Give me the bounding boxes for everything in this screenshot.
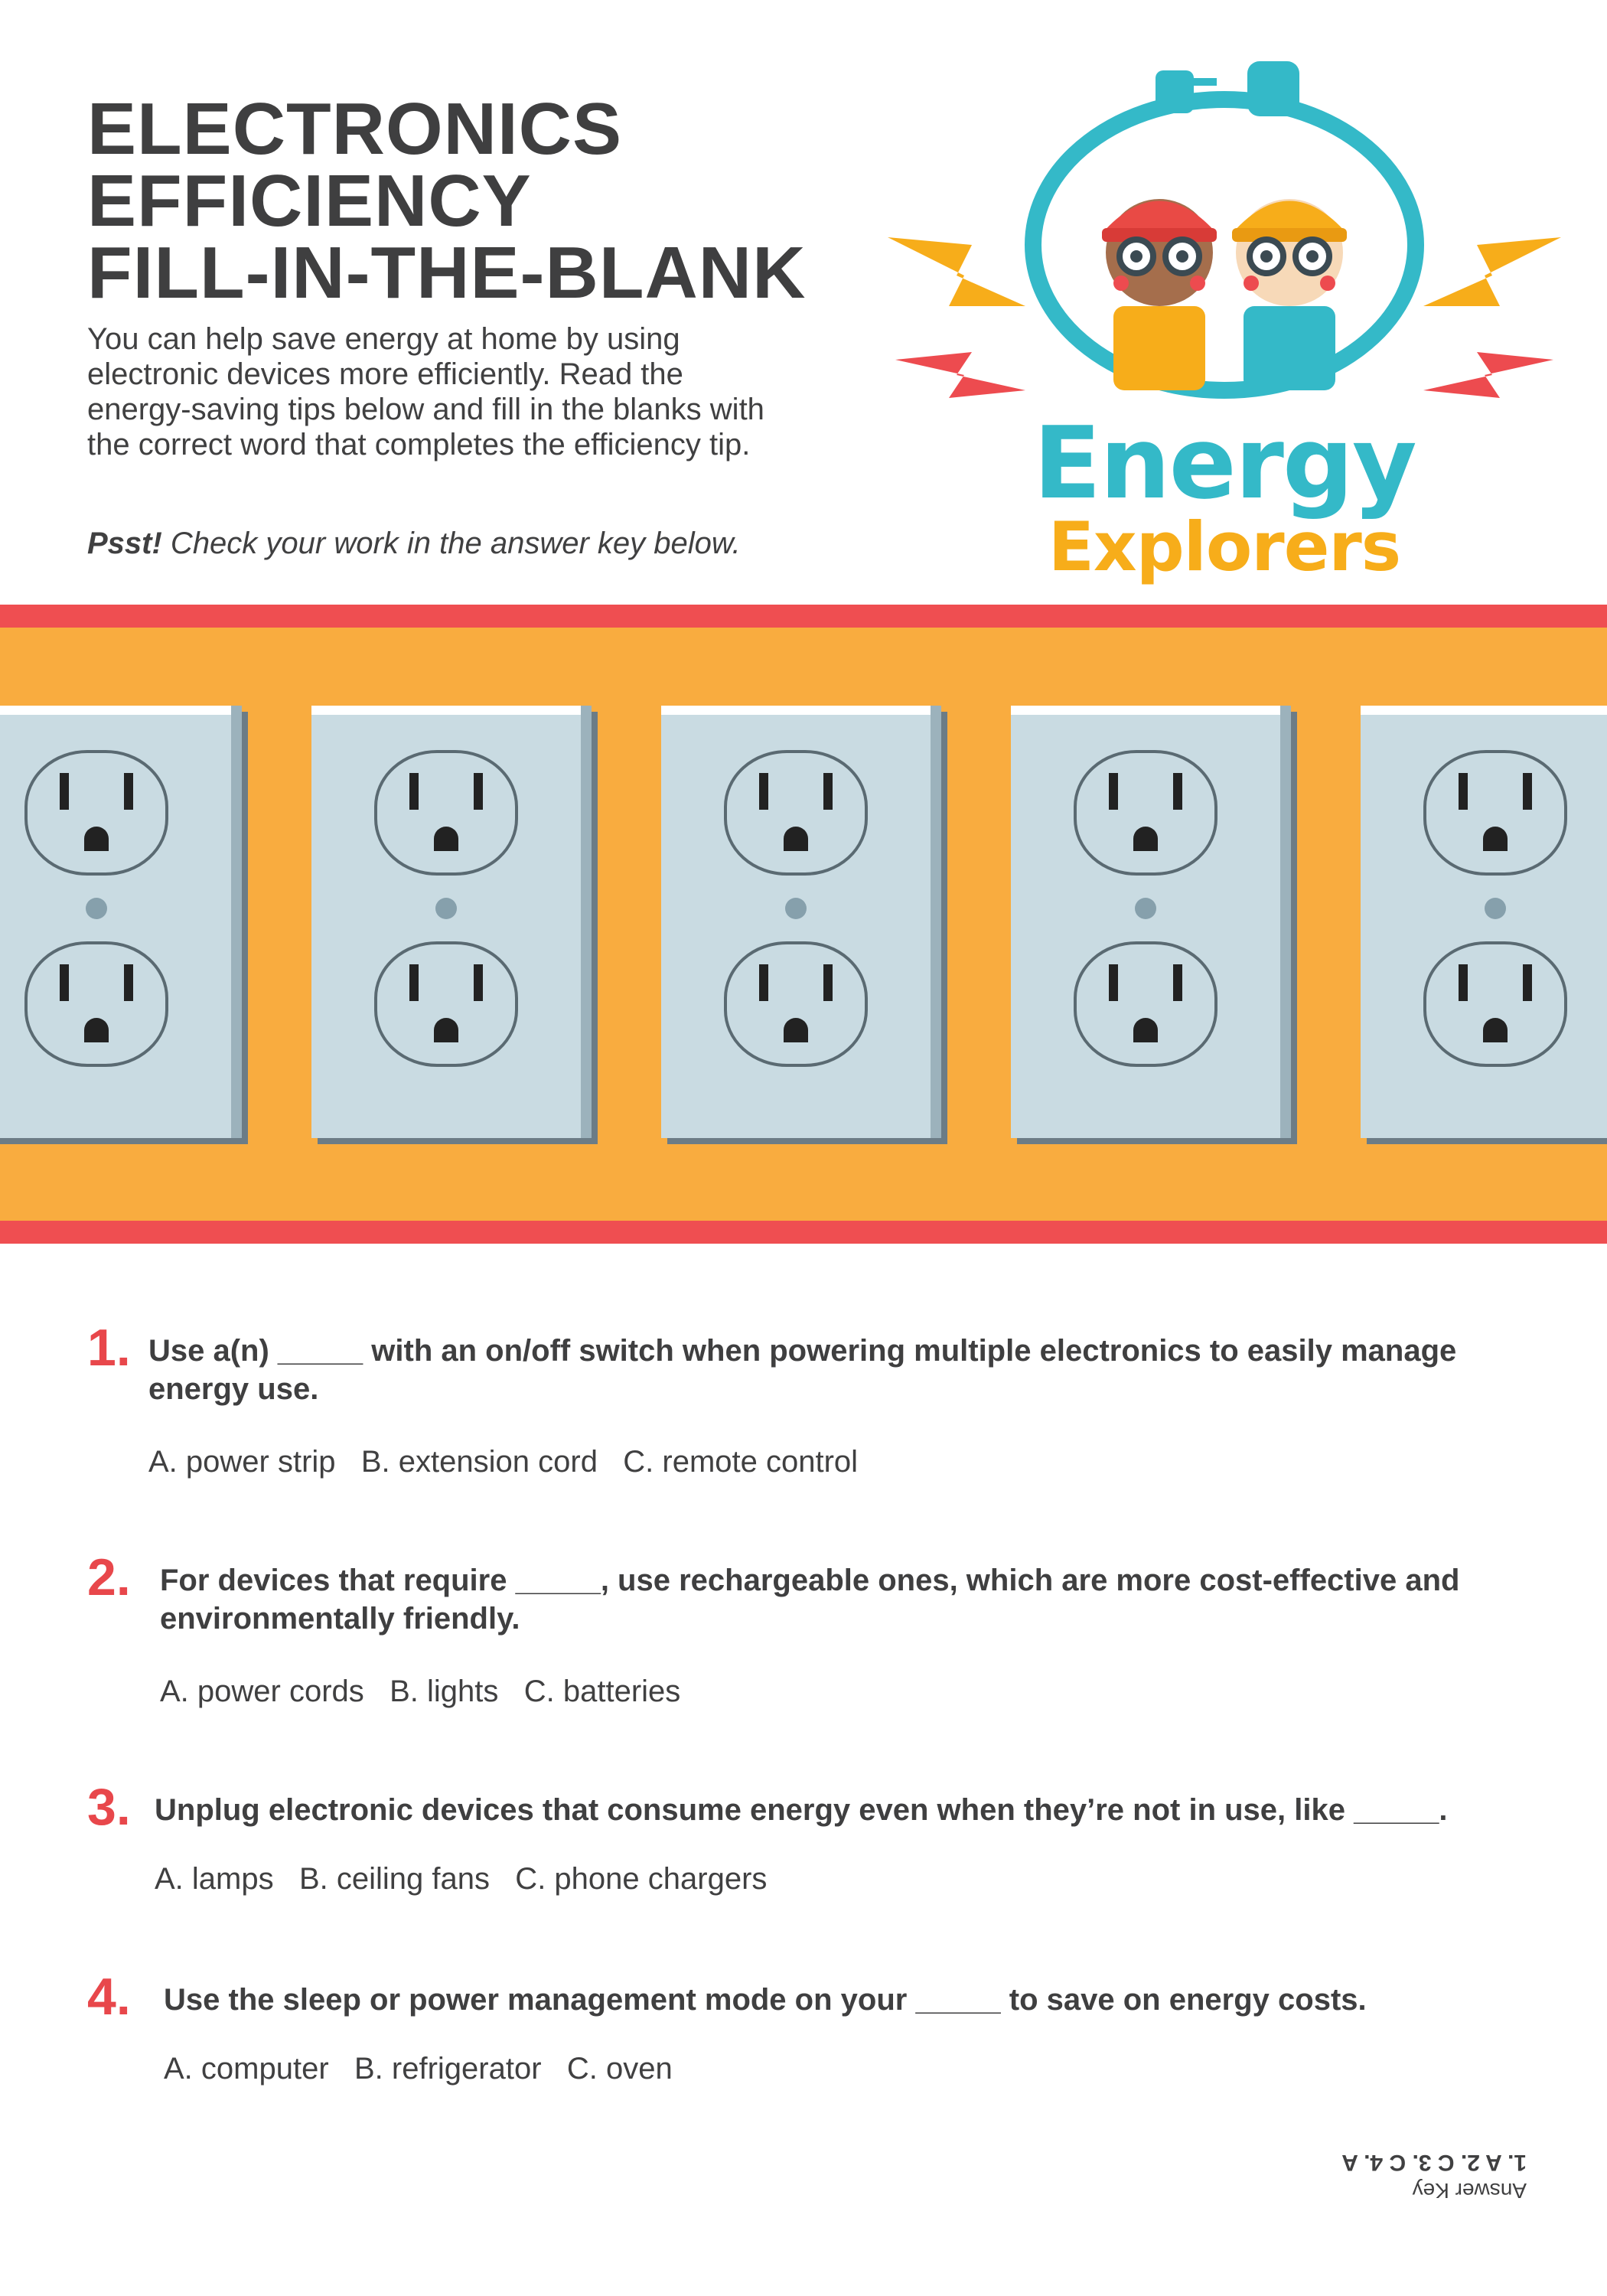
- socket-icon: [725, 752, 866, 874]
- bolt-right-red-icon: [1423, 352, 1553, 398]
- question-number: 3.: [87, 1778, 131, 1836]
- socket-icon: [26, 752, 167, 874]
- logo-text-explorers: Explorers: [1048, 507, 1401, 586]
- question-text: Use the sleep or power management mode on your _____ to save on energy costs.: [164, 1983, 1367, 2017]
- socket-icon: [376, 752, 517, 874]
- left-kid-character: [1102, 199, 1217, 390]
- psst-text: Check your work in the answer key below.: [161, 527, 741, 560]
- answer-key-label: Answer Key: [1412, 2179, 1527, 2203]
- socket-icon: [725, 943, 866, 1065]
- socket-icon: [1425, 752, 1566, 874]
- bolt-left-red-icon: [895, 352, 1025, 398]
- bolt-right-yellow-icon: [1423, 237, 1561, 306]
- intro-paragraph: You can help save energy at home by using electronic devices more efficiently. Read the energy-saving tips below and fill in the blanks with the correct word that completes the efficiency tip.: [87, 322, 764, 461]
- outlet-plate: [661, 706, 947, 1144]
- logo-text-energy: Energy: [1033, 405, 1416, 521]
- outlet-plate: [1011, 706, 1297, 1144]
- socket-plug-icon: [1247, 61, 1299, 116]
- screw-icon: [785, 898, 807, 919]
- socket-icon: [1075, 943, 1216, 1065]
- page-title: [87, 88, 807, 314]
- outlet-illustration: [0, 605, 1607, 1244]
- question-text: For devices that require _____, use rechargeable ones, which are more cost-effective and environmentally friendly.: [160, 1564, 1460, 1636]
- psst-bold: Psst!: [87, 527, 162, 560]
- cord-ring: [1033, 99, 1416, 390]
- psst-note: [87, 527, 741, 561]
- outlet-plate: [311, 706, 598, 1144]
- question-number: 2.: [87, 1548, 131, 1606]
- socket-icon: [1075, 752, 1216, 874]
- screw-icon: [1485, 898, 1506, 919]
- socket-icon: [26, 943, 167, 1065]
- title-line-2: EFFICIENCY: [87, 160, 532, 242]
- question-options: A. power cords B. lights C. batteries: [160, 1675, 681, 1708]
- question-options: A. computer B. refrigerator C. oven: [164, 2052, 673, 2086]
- right-kid-character: [1232, 199, 1347, 390]
- socket-icon: [376, 943, 517, 1065]
- answer-key: [1266, 2147, 1527, 2203]
- screw-icon: [435, 898, 457, 919]
- question-options: A. lamps B. ceiling fans C. phone chargers: [155, 1862, 768, 1896]
- screw-icon: [86, 898, 107, 919]
- question-number: 1.: [87, 1319, 131, 1377]
- bolt-left-yellow-icon: [888, 237, 1025, 306]
- outlet-plate: [0, 706, 248, 1144]
- screw-icon: [1135, 898, 1156, 919]
- band-bottom-stripe: [0, 1221, 1607, 1244]
- title-line-1: ELECTRONICS: [87, 88, 623, 170]
- outlet-band: [0, 605, 1607, 1244]
- question-text: Use a(n) _____ with an on/off switch when powering multiple electronics to easily manage energy use.: [148, 1334, 1457, 1406]
- question-options: A. power strip B. extension cord C. remote control: [148, 1445, 859, 1479]
- energy-explorers-logo: [880, 54, 1569, 586]
- question-number: 4.: [87, 1968, 131, 2026]
- outlet-plate: [1361, 706, 1607, 1144]
- socket-icon: [1425, 943, 1566, 1065]
- question-text: Unplug electronic devices that consume energy even when they’re not in use, like _____.: [155, 1793, 1448, 1827]
- answer-key-values: 1. A 2. C 3. C 4. A: [1341, 2150, 1527, 2175]
- band-top-stripe: [0, 605, 1607, 628]
- title-line-3: FILL-IN-THE-BLANK: [87, 232, 807, 314]
